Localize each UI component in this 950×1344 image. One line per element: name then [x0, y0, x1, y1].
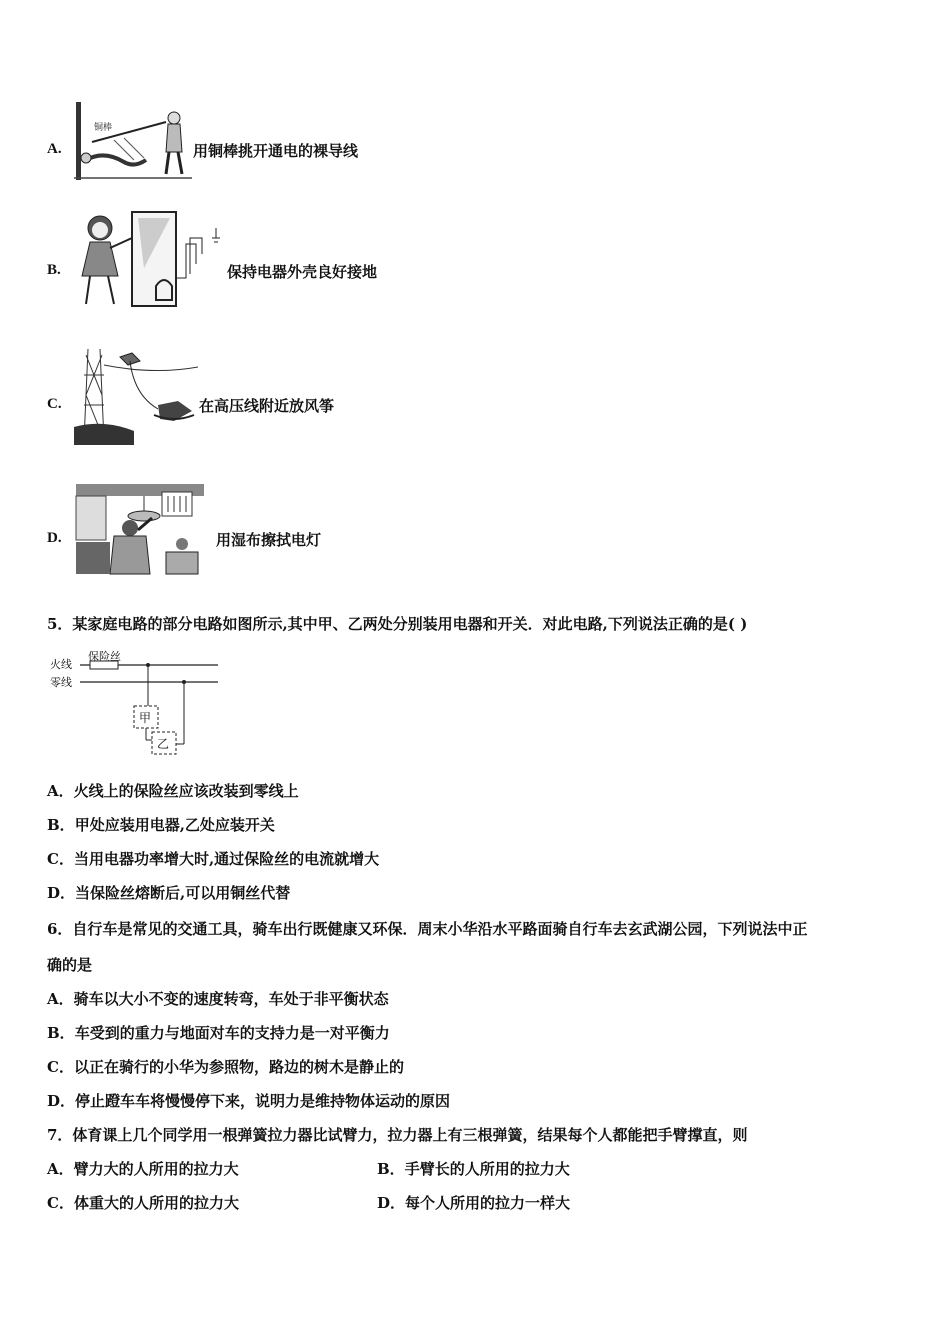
q7-option-b: B．手臂长的人所用的拉力大 [377, 1160, 570, 1178]
grounded-appliance-illustration [74, 208, 226, 308]
live-wire-label: 火线 [50, 658, 72, 671]
q6-stem-line2: 确的是 [47, 956, 93, 974]
q6-stem-line1: 6．自行车是常见的交通工具，骑车出行既健康又环保．周末小华沿水平路面骑自行车去玄武湖公园，下列说法中正 [47, 920, 808, 938]
q7-option-c: C．体重大的人所用的拉力大 [47, 1194, 239, 1212]
box-yi-label: 乙 [157, 737, 170, 751]
option-text: 在高压线附近放风筝 [199, 397, 335, 415]
option-text: 保持电器外壳良好接地 [227, 263, 378, 281]
option-label: A. [47, 141, 62, 157]
kite-near-power-line-illustration [74, 345, 200, 445]
option-label: B. [47, 262, 61, 278]
q5-option-c: C．当用电器功率增大时,通过保险丝的电流就增大 [47, 850, 380, 868]
option-label: C. [47, 396, 62, 412]
option-text: 用铜棒挑开通电的裸导线 [193, 142, 359, 160]
q5-stem: 5．某家庭电路的部分电路如图所示,其中甲、乙两处分别装用电器和开关．对此电路,下列说法正确的是( ) [47, 615, 748, 633]
q7-option-a: A．臂力大的人所用的拉力大 [47, 1160, 239, 1178]
q5-option-b: B．甲处应装用电器,乙处应装开关 [47, 816, 275, 834]
household-circuit-diagram [50, 648, 222, 760]
q7-stem: 7．体育课上几个同学用一根弹簧拉力器比试臂力，拉力器上有三根弹簧，结果每个人都能把手臂撑直，则 [47, 1126, 748, 1144]
option-label: D. [47, 530, 62, 546]
option-text: 用湿布擦拭电灯 [216, 531, 322, 549]
svg-text:铜棒: 铜棒 [94, 123, 113, 133]
fuse-label: 保险丝 [88, 650, 121, 663]
copper-rod-rescue-illustration [74, 100, 194, 182]
neutral-wire-label: 零线 [50, 676, 72, 689]
q5-option-a: A．火线上的保险丝应该改装到零线上 [47, 782, 299, 800]
q6-option-d: D．停止蹬车车将慢慢停下来，说明力是维持物体运动的原因 [47, 1092, 451, 1110]
wet-cloth-lamp-illustration [74, 482, 206, 576]
q5-option-d: D．当保险丝熔断后,可以用铜丝代替 [47, 884, 291, 902]
q6-option-c: C．以正在骑行的小华为参照物，路边的树木是静止的 [47, 1058, 404, 1076]
box-jia-label: 甲 [139, 711, 152, 725]
q6-option-a: A．骑车以大小不变的速度转弯，车处于非平衡状态 [47, 990, 389, 1008]
q7-option-d: D．每个人所用的拉力一样大 [377, 1194, 571, 1212]
q6-option-b: B．车受到的重力与地面对车的支持力是一对平衡力 [47, 1024, 390, 1042]
